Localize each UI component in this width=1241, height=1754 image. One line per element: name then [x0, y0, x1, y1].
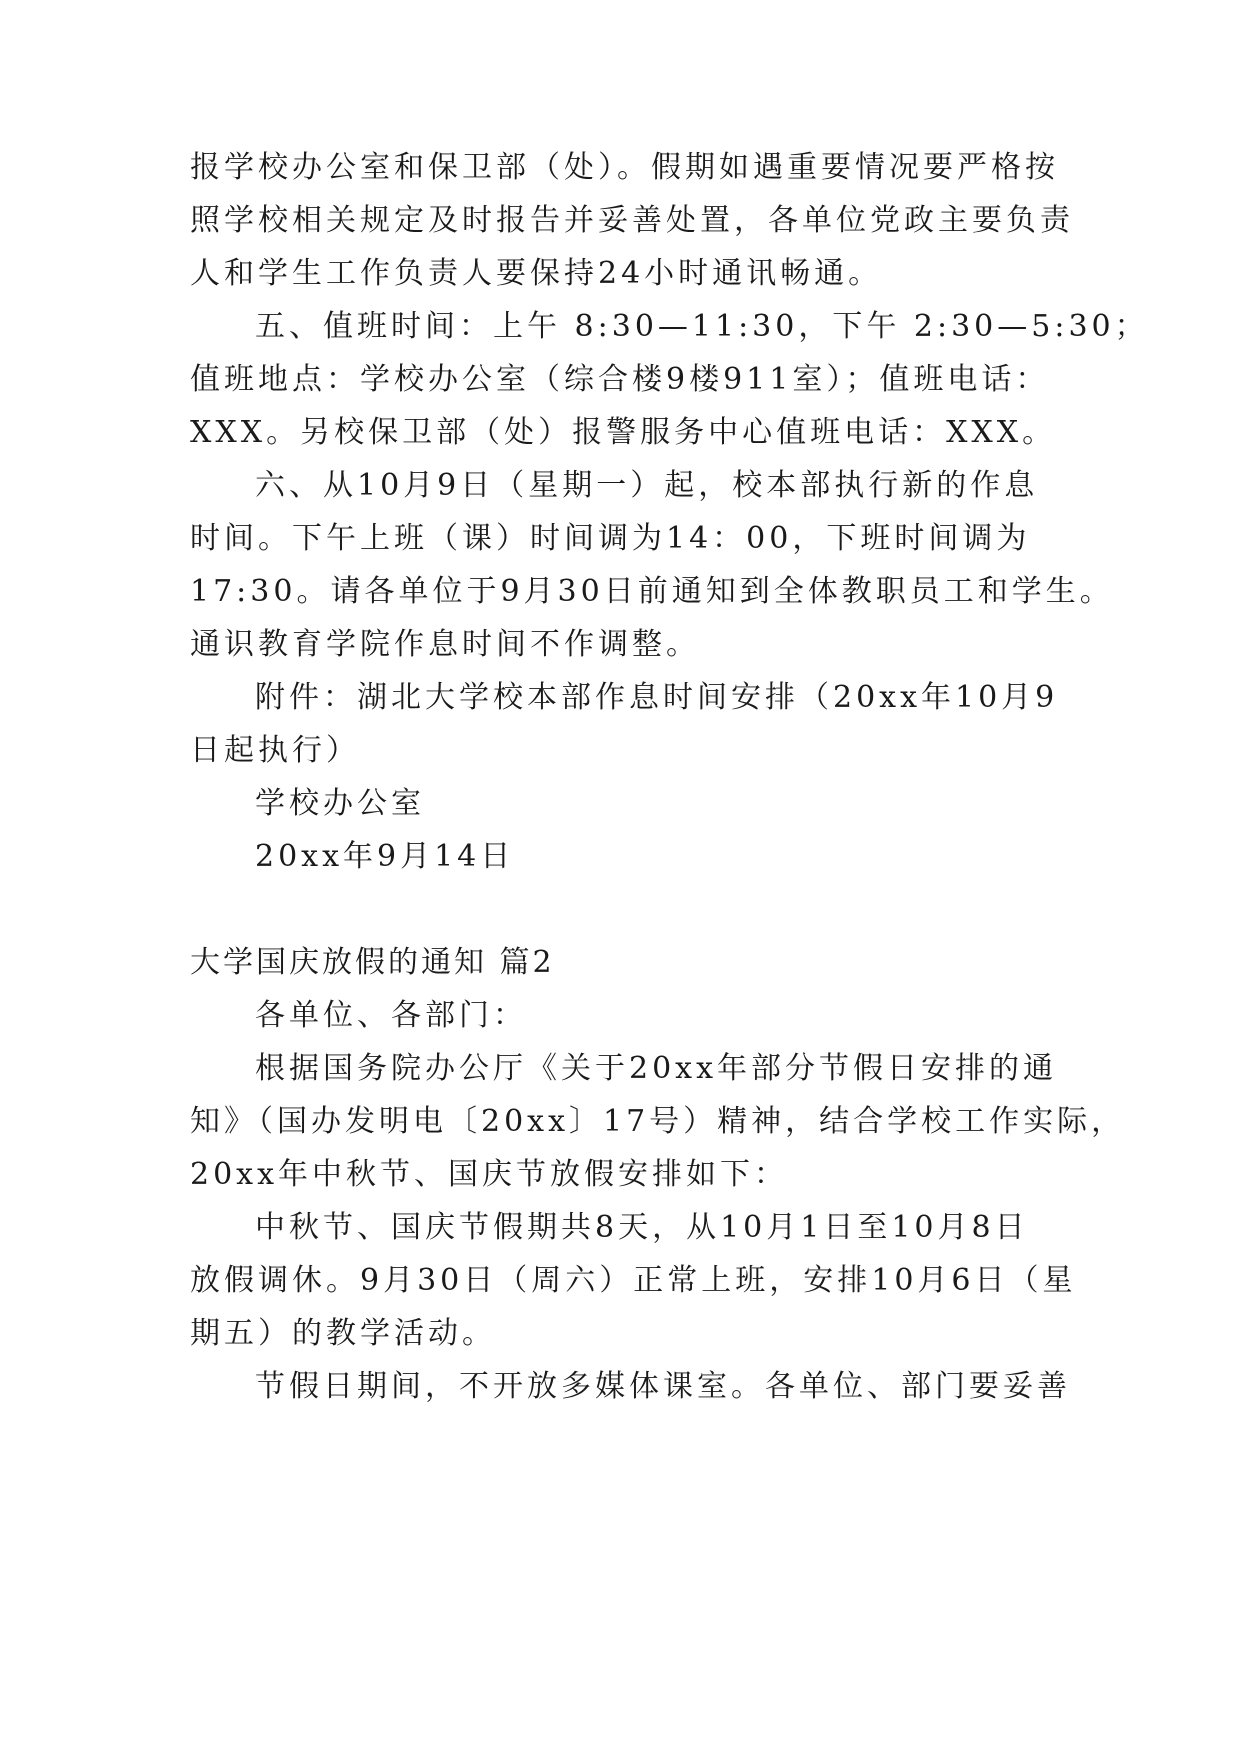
paragraph-line: 节假日期间，不开放多媒体课室。各单位、部门要妥善: [255, 1369, 1071, 1404]
duty-location-line: 值班地点：学校办公室（综合楼9楼911室）；值班电话：: [190, 362, 1050, 397]
signature-office: 学校办公室: [255, 786, 425, 821]
body-text-line: 照学校相关规定及时报告并妥善处置，各单位党政主要负责: [190, 203, 1074, 238]
paragraph-line: 20xx年中秋节、国庆节放假安排如下：: [190, 1157, 789, 1192]
paragraph-line: 放假调休。9月30日（周六）正常上班，安排10月6日（星: [190, 1263, 1077, 1298]
duty-phone-line: XXX。另校保卫部（处）报警服务中心值班电话：XXX。: [190, 415, 1057, 450]
schedule-change-line: 17:30。请各单位于9月30日前通知到全体教职员工和学生。: [190, 574, 1114, 609]
paragraph-line: 期五）的教学活动。: [190, 1316, 496, 1351]
attachment-line: 附件：湖北大学校本部作息时间安排（20xx年10月9: [255, 680, 1059, 715]
section-heading: 大学国庆放假的通知 篇2: [190, 945, 555, 980]
duty-hours-line: 五、值班时间：上午 8:30—11:30，下午 2:30—5:30；: [255, 309, 1149, 344]
schedule-change-line: 时间。下午上班（课）时间调为14：00，下班时间调为: [190, 521, 1031, 556]
body-text-line: 人和学生工作负责人要保持24小时通讯畅通。: [190, 256, 883, 291]
paragraph-line: 知》（国办发明电〔20xx〕17号）精神，结合学校工作实际，: [190, 1104, 1126, 1139]
body-text-line: 报学校办公室和保卫部（处）。假期如遇重要情况要严格按: [190, 150, 1059, 185]
paragraph-line: 根据国务院办公厅《关于20xx年部分节假日安排的通: [255, 1051, 1058, 1086]
signature-date: 20xx年9月14日: [255, 839, 515, 874]
attachment-line: 日起执行）: [190, 733, 360, 768]
schedule-change-line: 六、从10月9日（星期一）起，校本部执行新的作息: [255, 468, 1039, 503]
salutation: 各单位、各部门：: [255, 998, 527, 1033]
paragraph-line: 中秋节、国庆节假期共8天，从10月1日至10月8日: [255, 1210, 1029, 1245]
schedule-change-line: 通识教育学院作息时间不作调整。: [190, 627, 700, 662]
